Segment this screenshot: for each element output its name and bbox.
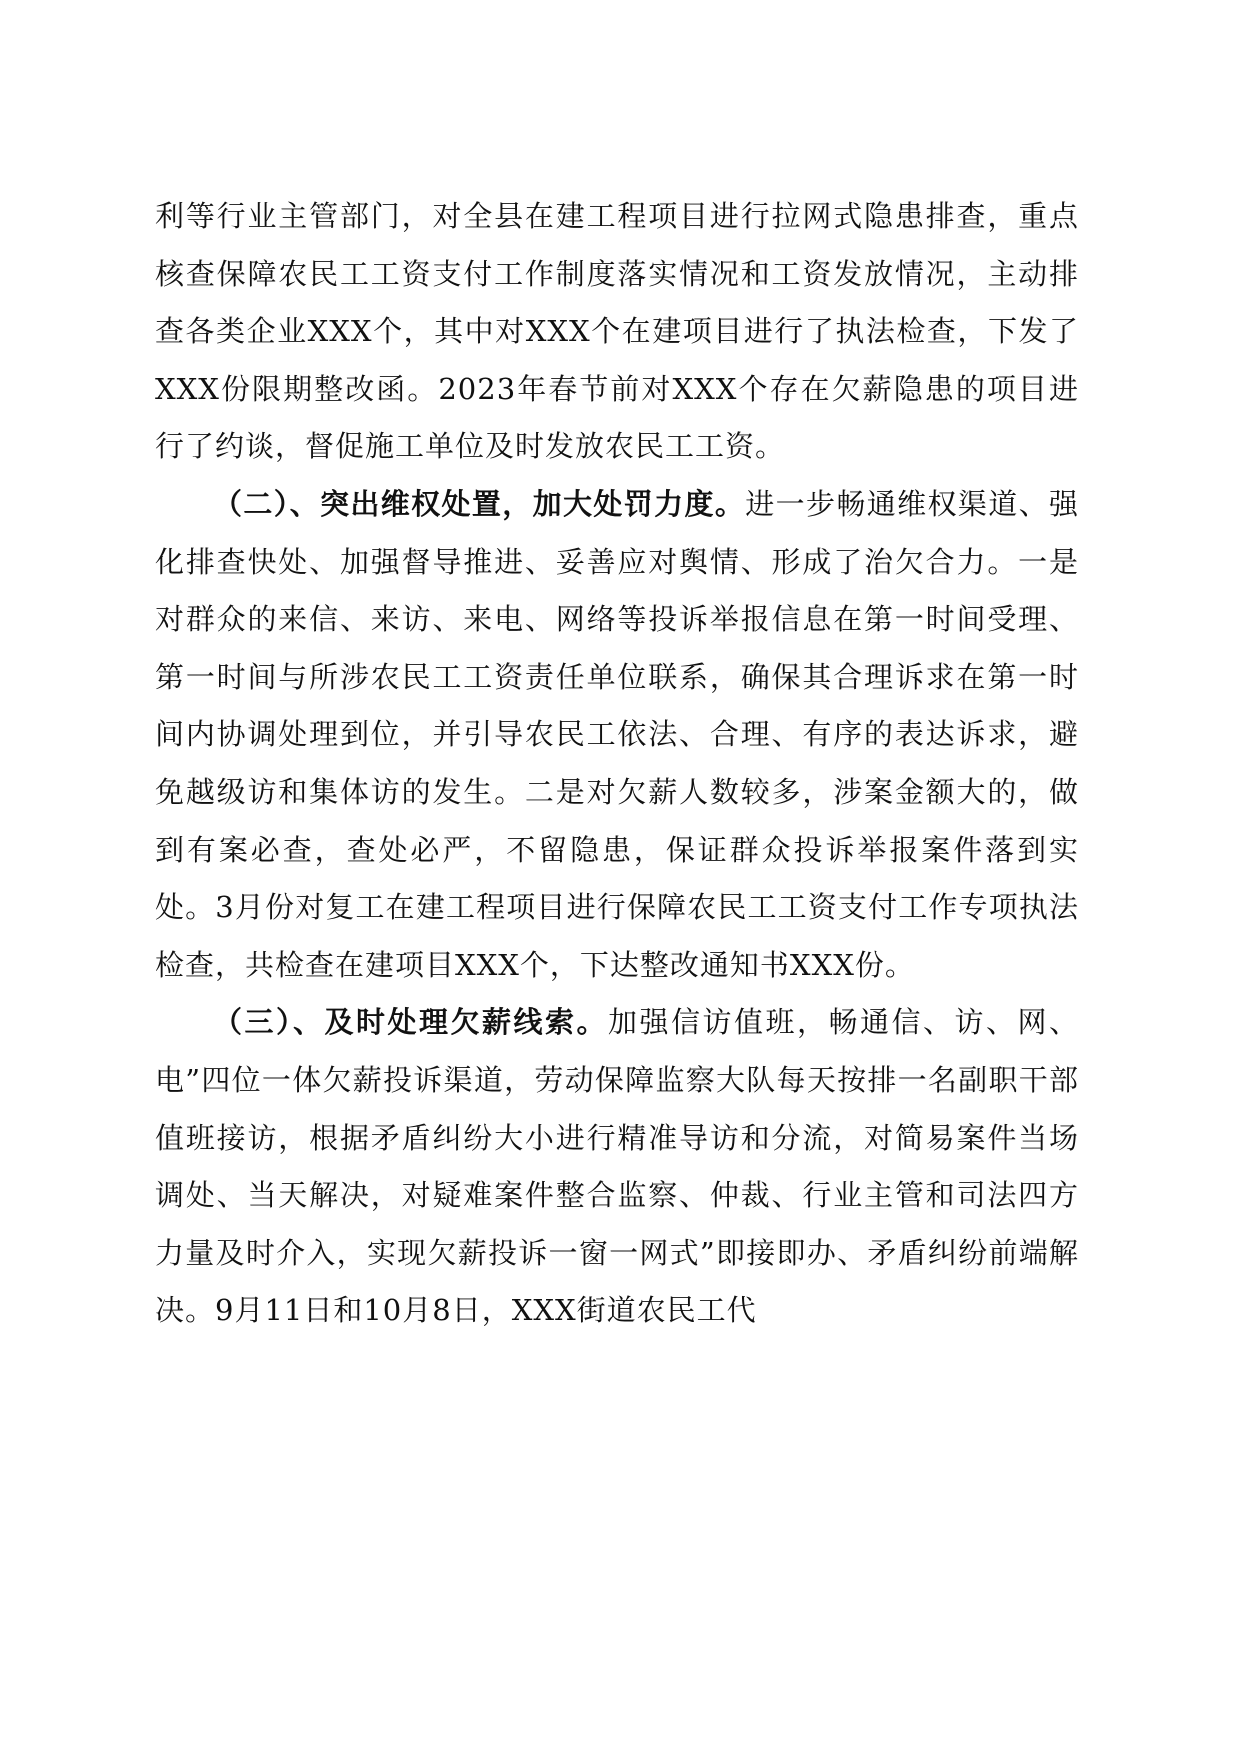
document-body <box>155 188 1079 1340</box>
paragraph-continuation <box>155 188 1079 476</box>
section-heading: （二）、突出维权处置，加大处罚力度。 <box>213 486 746 521</box>
paragraph-text: 进一步畅通维权渠道、强化排查快处、加强督导推进、妥善应对舆情、形成了治欠合力。一是对群众的来信、来访、来电、网络等投诉举报信息在第一时间受理、第一时间与所涉农民工工资责任单位联系，确保其合理诉求在第一时间内协调处理到位，并引导农民工依法、合理、有序的表达诉求，避免越级访和集体访的发生。二是对欠薪人数较多，涉案金额大的，做到有案必查，查处必严，不留隐患，保证群众投诉举报案件落到实处。3月份对复工在建工程项目进行保障农民工工资支付工作专项执法检查，共检查在建项目XXX个，下达整改通知书XXX份。 <box>155 486 1079 982</box>
paragraph-section-3 <box>155 994 1079 1340</box>
section-heading: （三）、及时处理欠薪线索。 <box>213 1005 608 1040</box>
paragraph-text: 利等行业主管部门，对全县在建工程项目进行拉网式隐患排查，重点核查保障农民工工资支付工作制度落实情况和工资发放情况，主动排查各类企业XXX个，其中对XXX个在建项目进行了执法检查，下发了XXX份限期整改函。2023年春节前对XXX个存在欠薪隐患的项目进行了约谈，督促施工单位及时发放农民工工资。 <box>155 199 1079 464</box>
paragraph-text: 加强信访值班，畅通信、访、网、电”四位一体欠薪投诉渠道，劳动保障监察大队每天按排一名副职干部值班接访，根据矛盾纠纷大小进行精准导访和分流，对简易案件当场调处、当天解决，对疑难案件整合监察、仲裁、行业主管和司法四方力量及时介入，实现欠薪投诉一窗一网式”即接即办、矛盾纠纷前端解决。9月11日和10月8日，XXX街道农民工代 <box>155 1005 1079 1328</box>
paragraph-section-2 <box>155 476 1079 994</box>
